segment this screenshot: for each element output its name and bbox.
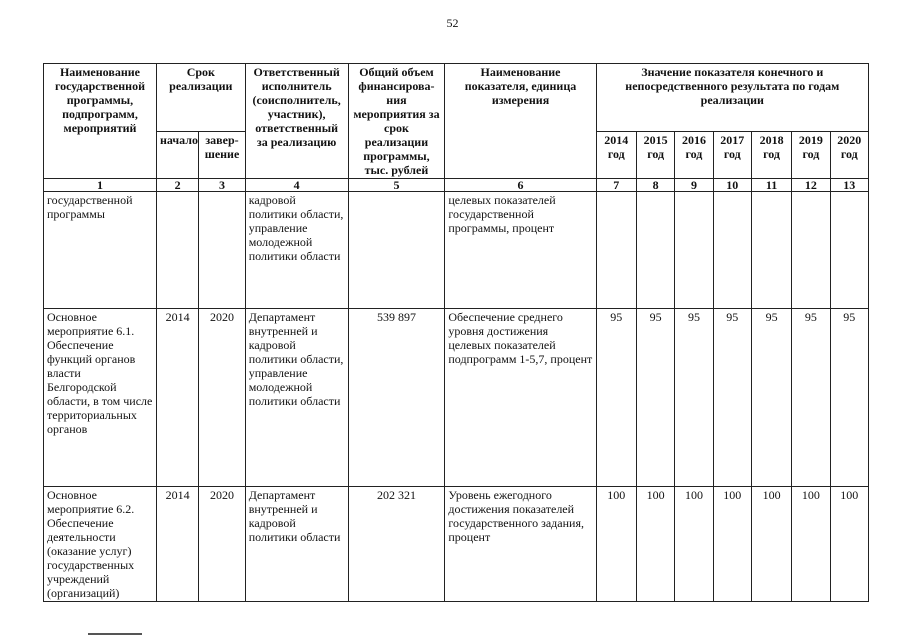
row-value: 100 (675, 487, 713, 602)
header-name: Наименование государственной программы, подпрограмм, мероприятий (44, 64, 157, 179)
row-start: 2014 (156, 309, 198, 487)
row-value: 95 (596, 309, 636, 487)
table-row (44, 192, 869, 309)
row-start: 2014 (156, 487, 198, 602)
column-number: 6 (445, 179, 596, 192)
row-value: 95 (830, 309, 868, 487)
header-year-2015: 2015 год (636, 132, 674, 179)
row-indicator: целевых показателей государственной программы, процент (445, 192, 596, 309)
row-responsible: Департамент внутренней и кадровой политики области (245, 487, 348, 602)
row-responsible: кадровой политики области, управление молодежной политики области (245, 192, 348, 309)
header-year-2020: 2020 год (830, 132, 868, 179)
row-responsible: Департамент внутренней и кадровой политики области, управление молодежной политики области (245, 309, 348, 487)
row-value (751, 192, 791, 309)
header-year-2014: 2014 год (596, 132, 636, 179)
column-number: 1 (44, 179, 157, 192)
row-funding (348, 192, 445, 309)
row-value: 95 (792, 309, 830, 487)
row-name: Основное мероприятие 6.2. Обеспечение деятельности (оказание услуг) государственных учреждений (организаций) (44, 487, 157, 602)
header-end: завер- шение (199, 132, 245, 179)
row-name: Основное мероприятие 6.1. Обеспечение функций органов власти Белгородской области, в том числе территориальных органов (44, 309, 157, 487)
header-year-2019: 2019 год (792, 132, 830, 179)
row-value: 95 (751, 309, 791, 487)
header-period: Срок реализации (156, 64, 245, 132)
row-value (596, 192, 636, 309)
row-value: 100 (751, 487, 791, 602)
row-value: 100 (713, 487, 751, 602)
column-number: 3 (199, 179, 245, 192)
column-number: 9 (675, 179, 713, 192)
row-value: 95 (675, 309, 713, 487)
program-table (43, 63, 869, 602)
header-start: начало (156, 132, 198, 179)
column-number-row (44, 179, 869, 192)
row-value: 100 (596, 487, 636, 602)
column-number: 12 (792, 179, 830, 192)
row-value (792, 192, 830, 309)
scan-mark (88, 633, 142, 635)
row-value: 100 (792, 487, 830, 602)
header-year-2017: 2017 год (713, 132, 751, 179)
row-indicator: Обеспечение среднего уровня достижения целевых показателей подпрограмм 1-5,7, процент (445, 309, 596, 487)
row-end: 2020 (199, 309, 245, 487)
table-row (44, 309, 869, 487)
header-responsible: Ответственный исполнитель (соисполнитель, участник), ответственный за реализацию (245, 64, 348, 179)
table-row (44, 487, 869, 602)
row-value: 95 (636, 309, 674, 487)
row-value (830, 192, 868, 309)
row-name: государственной программы (44, 192, 157, 309)
row-end: 2020 (199, 487, 245, 602)
row-value: 100 (830, 487, 868, 602)
header-funding: Общий объем финансирова- ния мероприятия за срок реализации программы, тыс. рублей (348, 64, 445, 179)
header-year-2018: 2018 год (751, 132, 791, 179)
row-value (636, 192, 674, 309)
row-value: 100 (636, 487, 674, 602)
row-start (156, 192, 198, 309)
column-number: 2 (156, 179, 198, 192)
column-number: 4 (245, 179, 348, 192)
column-number: 11 (751, 179, 791, 192)
column-number: 8 (636, 179, 674, 192)
row-funding: 539 897 (348, 309, 445, 487)
row-value (675, 192, 713, 309)
column-number: 13 (830, 179, 868, 192)
header-indicator: Наименование показателя, единица измерения (445, 64, 596, 179)
row-end (199, 192, 245, 309)
header-year-2016: 2016 год (675, 132, 713, 179)
row-indicator: Уровень ежегодного достижения показателей государственного задания, процент (445, 487, 596, 602)
row-value: 95 (713, 309, 751, 487)
column-number: 7 (596, 179, 636, 192)
header-values: Значение показателя конечного и непосредственного результата по годам реализации (596, 64, 868, 132)
row-value (713, 192, 751, 309)
header-row-top (44, 64, 869, 132)
column-number: 5 (348, 179, 445, 192)
column-number: 10 (713, 179, 751, 192)
page-number: 52 (446, 16, 459, 30)
row-funding: 202 321 (348, 487, 445, 602)
